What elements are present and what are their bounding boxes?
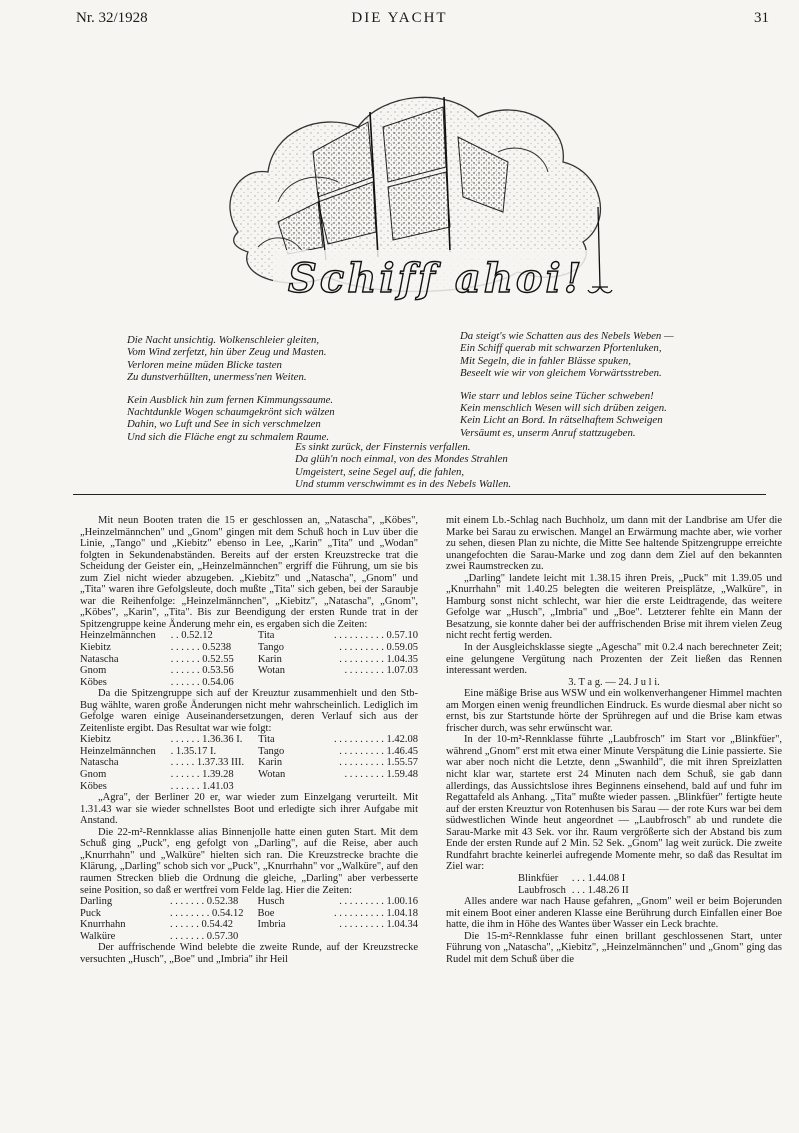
page-header (0, 10, 799, 32)
poem-line: Wie starr und leblos seine Tücher schweben! (460, 389, 654, 402)
poem-right (460, 330, 674, 439)
paragraph: Mit neun Booten traten die 15 er geschlossen an, „Natascha", „Köbes", „Heinzelmännchen" und „Gnom" gingen mit dem Schuß hoch in Luv über die Linie, „Tango" und „Kiebitz" ebenso in Lee, „Karin" „Tita" und „Wodan" folgten in Sekundenabständen. Bereits auf der ersten Kreuzstrecke trat die Scheidung der Geister ein, „Heinzelmännchen" ergriff die Führung, um sie bis zum Ziel nicht wieder abzugeben. „Kiebitz" und „Natascha", „Gnom" und „Tita" waren ihre Gefolgsleute, doch mußte „Tita" sich geben, bei der Saraubje war die Reihenfolge: „Heinzelmännchen", „Kiebitz", „Natascha", „Gnom", „Köbes", „Karin", „Tita". Bis zur Beendigung der ersten Runde trat in der Spitzengruppe keine Änderung mehr ein, es ergaben sich die Zeiten: (80, 515, 418, 630)
issue-number: Nr. 32/1928 (76, 10, 148, 26)
table-row: Gnom . . . . . . 1.39.28 Wotan . . . . . . . . 1.59.48 (80, 769, 418, 781)
table-row: Natascha . . . . . 1.37.33 III. Karin . . . . . . . . . 1.55.57 (80, 757, 418, 769)
poem-line: Da steigt's wie Schatten aus des Nebels Weben — (460, 330, 674, 342)
poem-line: Kein Ausblick hin zum fernen Kimmungssaume. (127, 393, 334, 406)
paragraph: Die 22-m²-Rennklasse alias Binnenjolle hatte einen guten Start. Mit dem Schuß ging „Puck", eng gefolgt von „Darling", auf die Reise, aber auch „Knurrhahn" und „Walküre" hielten sich ran. Die Kreuzstrecke brachte die Klärung, „Darling" schob sich vor „Puck", „Knurrhahn" vor „Walküre", auf den raumen Strecken blieb die Ordnung die gleiche, „Darling" aber verbesserte seine Position, so daß er wertfrei vom Felde lag. Hier die Zeiten: (80, 826, 418, 896)
poem-left (127, 334, 335, 443)
results-table (80, 734, 418, 792)
poem-line: Vom Wind zerfetzt, hin über Zeug und Masten. (127, 346, 327, 359)
paragraph: „Darling" landete leicht mit 1.38.15 ihren Preis, „Puck" mit 1.39.05 und „Knurrhahn" mit 1.40.25 belegten die weiteren Preisplätze, „Walküre", in Hamburg sonst nicht schlecht, war hier die erste Leidtragende, das weitere Gefolge war „Husch", „Imbria" und „Boe". Letzterer fehlte ein Mann der Besatzung, sie konnte daher bei der auffrischenden Brise mit ihrem vielen Zeug nicht recht fertig werden. (446, 572, 782, 642)
poem-line: Mit Segeln, die in fahler Blässe spuken, (460, 354, 631, 367)
poem-bottom (295, 441, 511, 491)
poem-line: Dahin, wo Luft und See in sich verschmelzen (127, 418, 321, 431)
poem-line: Da glüh'n noch einmal, von des Mondes Strahlen (295, 453, 508, 466)
results-table (80, 630, 418, 688)
table-row: Darling . . . . . . . 0.52.38 Husch . . . . . . . . . 1.00.16 (80, 896, 418, 908)
day-heading: 3. T a g. — 24. J u l i. (568, 676, 660, 688)
table-row: Heinzelmännchen . . 0.52.12 Tita . . . . . . . . . . 0.57.10 (80, 630, 418, 642)
poem-line: Zu dunstverhüllten, unermess'nen Weiten. (127, 371, 307, 384)
poem-line: Umgeistert, seine Segel auf, die fahlen, (295, 465, 465, 478)
poem-line: Und sich die Fläche engt zu schmalem Raume. (127, 430, 330, 443)
paragraph: Da die Spitzengruppe sich auf der Kreuztur zusammenhielt und den Stb-Bug wählte, waren große Änderungen nicht mehr wahrscheinlich. Lediglich im Gefolge waren einige Auseinandersetzungen, deren Verlauf sich aus der Zeitenliste ergibt. Das Resultat war wie folgt: (80, 688, 418, 734)
poem-line: Und stumm verschwimmt es in des Nebels Wallen. (295, 478, 512, 491)
poem-line: Verloren meine müden Blicke tasten (127, 358, 282, 371)
poem-line: Es sinkt zurück, der Finsternis verfallen. (295, 441, 471, 453)
paragraph: Eine mäßige Brise aus WSW und ein wolkenverhangener Himmel machten am Morgen einen wenig freundlichen Eindruck. Es wurde diesmal aber nicht so ernst, bis zur Startstunde hörte der Sprühregen auf und die Brise kam etwas frischer durch, was sehr erwünscht war. (446, 688, 782, 734)
paragraph: Alles andere war nach Hause gefahren, „Gnom" weil er beim Bojerunden mit einem Boot einer anderen Klasse eine Berührung durch Einfallen einer Boe hatte, die ihm in Höhe des Wantes über Wasser ein Leck brachte. (446, 896, 782, 931)
table-row: Gnom . . . . . . 0.53.56 Wotan . . . . . . . . 1.07.03 (80, 665, 418, 677)
page-number: 31 (754, 10, 769, 26)
table-row: Natascha . . . . . . 0.52.55 Karin . . . . . . . . . 1.04.35 (80, 653, 418, 665)
table-row: Knurrhahn . . . . . . 0.54.42 Imbria . . . . . . . . . 1.04.34 (80, 919, 418, 931)
paragraph: In der 10-m²-Rennklasse führte „Laubfrosch" im Start vor „Blinkfüer", während „Gnom" erst mit etwa einer Minute Verspätung die Linie passierte. Sie war aber noch nicht die Letzte, denn „Swanhild", die mit ihren Spreizlatten nicht klar war, startete erst 24 Minuten nach dem Schuß, sie gab dann allerdings, das Aussichtslose ihres Beginnens einsehend, bald auf und fuhr im Regattafeld als Anhang. „Tita" mußte wieder passen. „Blinkfüer" fertigte heute auf der ersten Kreuztur von Rotenhusen bis Sarau — der rote Kurs war bei dem südwestlichen Winde heut angeordnet — „Laubfrosch" ab und rundete die Sarau-Marke mit 43 Sek. vor ihr. Raum vergrößerte sich der Abstand bis zum Ende der ersten Runde auf 2 Min. 52 Sek. „Gnom" lag weit zurück. Die zweite Rundfahrt brachte keinerlei aufregende Momente mehr, so daß das Resultat im Ziel war: (446, 734, 782, 873)
table-row: Walküre . . . . . . . 0.57.30 (80, 930, 239, 942)
paragraph: mit einem Lb.-Schlag nach Buchholz, um dann mit der Landbrise am Ufer die Marke bei Sarau zu erwischen. Mangel an Erwärmung machte aber, wie vorher zu sehen, diesen Plan zu nichte, die Mitte See haltende Spitzengruppe erreichte unangefochten die Sarau-Marke und zog dann dem Ziel auf den bekannten zwei Raumstrecken zu. (446, 515, 782, 573)
article-column-left (80, 515, 418, 965)
poem-line: Nachtdunkle Wogen schaumgekrönt sich wälzen (127, 406, 335, 419)
ship-illustration (218, 82, 618, 312)
table-row: Puck . . . . . . . . 0.54.12 Boe . . . . . . . . . . 1.04.18 (80, 907, 418, 919)
poem-line: Kein menschlich Wesen will sich drüben zeigen. (460, 402, 667, 415)
table-row: Kiebitz . . . . . . 1.36.36 I. Tita . . . . . . . . . . 1.42.08 (80, 734, 418, 746)
poem-line: Beseelt wie wir von gleichem Vorwärtsstreben. (460, 367, 662, 380)
paragraph: In der Ausgleichsklasse siegte „Agescha" mit 0.2.4 nach berechneter Zeit; eine gelungene Vergütung nach Prozenten der Zeit ließen das Rennen interessant werden. (446, 642, 782, 677)
paragraph: „Agra", der Berliner 20 er, war wieder zum Einzelgang verurteilt. Mit 1.31.43 war sie wieder schnellstes Boot und erledigte sich ihrer Aufgabe mit Anstand. (80, 792, 418, 827)
table-row: Laubfrosch . . . 1.48.26 II (518, 884, 629, 896)
poem-line: Ein Schiff querab mit schwarzen Pfortenluken, (460, 342, 662, 355)
illustration-title: Schiff ahoi! (288, 255, 585, 302)
article-column-right (446, 515, 782, 965)
poem-line: Die Nacht unsichtig. Wolkenschleier gleiten, (127, 334, 320, 346)
table-row: Köbes . . . . . . 0.54.06 (80, 676, 234, 688)
table-row: Heinzelmännchen . 1.35.17 I. Tango . . . . . . . . . 1.46.45 (80, 745, 418, 757)
section-divider (73, 494, 766, 495)
paragraph: Der auffrischende Wind belebte die zweite Runde, auf der Kreuzstrecke versuchten „Husch", „Boe" und „Imbria" ihr Heil (80, 942, 418, 965)
results-table (80, 896, 418, 942)
table-row: Kiebitz . . . . . . 0.5238 Tango . . . . . . . . . 0.59.05 (80, 642, 418, 654)
results-table (518, 873, 635, 896)
table-row: Blinkfüer . . . 1.44.08 I (518, 872, 626, 884)
poem-line: Versäumt es, unserm Anruf stattzugeben. (460, 426, 636, 439)
paragraph: Die 15-m²-Rennklasse fuhr einen brillant geschlossenen Start, unter Führung von „Natascha", „Kiebitz", „Heinzelmännchen" und „Gnom" ging das Rudel mit dem Schuß über die (446, 930, 782, 965)
poem-line: Kein Licht an Bord. In rätselhaftem Schweigen (460, 414, 663, 427)
table-row: Köbes . . . . . . 1.41.03 (80, 780, 234, 792)
magazine-title: DIE YACHT (351, 10, 448, 26)
